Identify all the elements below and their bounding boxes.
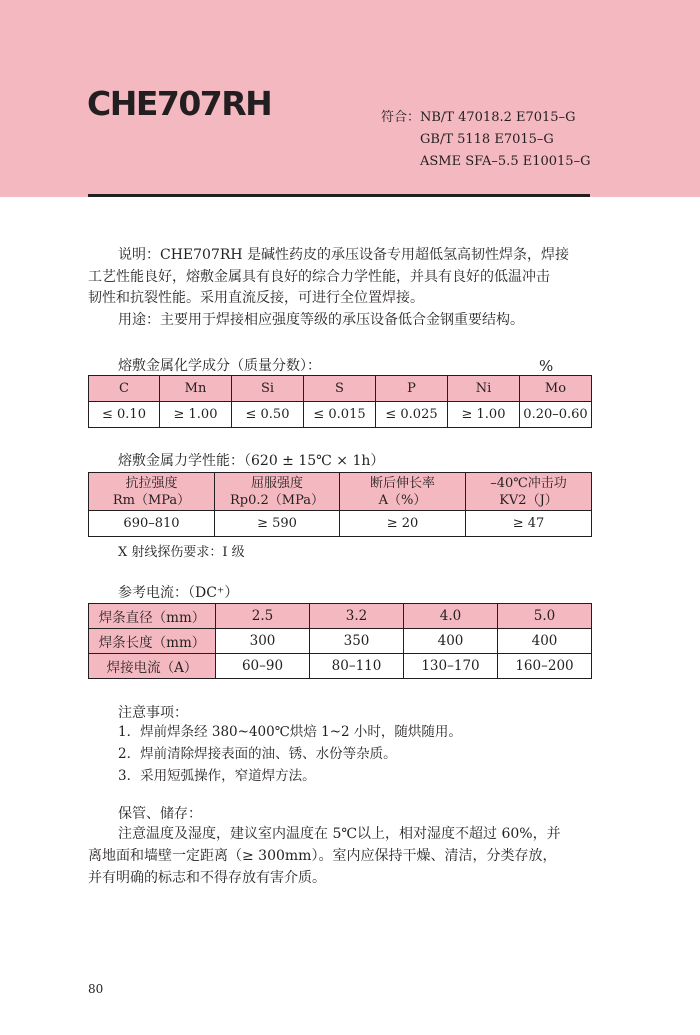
mechanical-table	[88, 472, 592, 537]
mechanical-value-row	[89, 511, 592, 537]
standard-nb: NB/T 47018.2 E7015–G	[420, 110, 576, 125]
current-table	[88, 603, 592, 679]
current-label-diameter: 焊条直径（mm）	[89, 604, 216, 629]
notes-list	[118, 721, 462, 787]
amperage-value: 60–90	[216, 654, 310, 679]
storage-title-text: 保管、储存	[118, 806, 188, 822]
elongation-label: 断后伸长率	[369, 475, 435, 491]
usage-label: 用途：	[118, 311, 160, 328]
length-value: 400	[498, 629, 592, 654]
chemical-title	[118, 355, 321, 375]
length-value: 350	[310, 629, 404, 654]
chemical-value-p: ≤ 0.025	[376, 402, 448, 428]
current-label-amperage: 焊接电流（A）	[89, 654, 216, 679]
chemical-header-mo: Mo	[520, 376, 592, 402]
product-code: CHE707RH	[87, 84, 272, 123]
usage-text: 主要用于焊接相应强度等级的承压设备低合金钢重要结构。	[160, 311, 524, 328]
storage-title-suffix: ：	[188, 806, 202, 822]
length-value: 400	[404, 629, 498, 654]
mechanical-title-suffix: ：（620 ± 15℃ × 1h）	[230, 453, 385, 469]
chemical-table	[88, 375, 592, 428]
mechanical-value-impact: ≥ 47	[466, 511, 592, 537]
note-item: 3．采用短弧操作，窄道焊方法。	[118, 768, 316, 784]
note-item: 1．焊前焊条经 380~400℃烘焙 1~2 小时，随烘随用。	[118, 724, 462, 740]
impact-unit: KV2（J）	[499, 492, 558, 508]
current-title	[118, 582, 238, 602]
note-item: 2．焊前清除焊接表面的油、锈、水份等杂质。	[118, 746, 397, 762]
current-row-diameter	[89, 604, 592, 629]
description-line-1: CHE707RH 是碱性药皮的承压设备专用超低氢高韧性焊条，焊接	[160, 247, 570, 263]
mechanical-header-impact	[466, 473, 592, 511]
description-label: 说明：	[118, 247, 160, 263]
chemical-header-ni: Ni	[448, 376, 520, 402]
chemical-value-mo: 0.20–0.60	[520, 402, 592, 428]
mechanical-title-text: 熔敷金属力学性能	[118, 453, 230, 469]
mechanical-header-tensile	[89, 473, 215, 511]
notes-title-suffix: ：	[174, 705, 188, 721]
chemical-header-c: C	[89, 376, 160, 402]
chemical-value-row	[89, 402, 592, 428]
current-title-suffix: ：（DC⁺）	[174, 585, 239, 601]
description-line-2: 工艺性能良好，熔敷金属具有良好的综合力学性能，并具有良好的低温冲击	[88, 268, 550, 285]
mechanical-value-yield: ≥ 590	[215, 511, 340, 537]
chemical-header-mn: Mn	[160, 376, 232, 402]
chemical-title-text: 熔敷金属化学成分	[118, 358, 230, 374]
header-rule	[88, 194, 590, 197]
chemical-header-row	[89, 376, 592, 402]
storage-title	[118, 803, 202, 823]
current-row-amperage	[89, 654, 592, 679]
amperage-value: 80–110	[310, 654, 404, 679]
chemical-value-s: ≤ 0.015	[304, 402, 376, 428]
storage-line: 并有明确的标志和不得存放有害介质。	[88, 870, 326, 886]
mechanical-title	[118, 450, 384, 470]
current-title-text: 参考电流	[118, 585, 174, 601]
diameter-value: 2.5	[216, 604, 310, 629]
mechanical-header-elongation	[340, 473, 466, 511]
standard-gb: GB/T 5118 E7015–G	[420, 132, 554, 147]
diameter-value: 5.0	[498, 604, 592, 629]
standard-asme: ASME SFA–5.5 E10015–G	[420, 154, 591, 169]
impact-label: –40℃冲击功	[490, 475, 567, 491]
chemical-value-ni: ≥ 1.00	[448, 402, 520, 428]
diameter-value: 4.0	[404, 604, 498, 629]
amperage-value: 130–170	[404, 654, 498, 679]
amperage-value: 160–200	[498, 654, 592, 679]
mechanical-value-elongation: ≥ 20	[340, 511, 466, 537]
mechanical-header-yield	[215, 473, 340, 511]
tensile-label: 抗拉强度	[125, 475, 178, 491]
chemical-value-c: ≤ 0.10	[89, 402, 160, 428]
storage-line: 注意温度及湿度，建议室内温度在 5℃以上，相对湿度不超过 60%，并	[118, 826, 561, 842]
standards-label: 符合：	[381, 110, 421, 125]
notes-title	[118, 702, 188, 722]
tensile-unit: Rm（MPa）	[112, 492, 191, 508]
yield-label: 屈服强度	[250, 475, 303, 491]
storage-text	[88, 823, 591, 889]
current-row-length	[89, 629, 592, 654]
chemical-unit: %	[539, 357, 554, 375]
storage-line: 离地面和墙壁一定距离（≥ 300mm）。室内应保持干燥、清洁，分类存放，	[88, 848, 557, 864]
page-number: 80	[88, 982, 104, 996]
yield-unit: Rp0.2（MPa）	[229, 492, 324, 508]
chemical-header-p: P	[376, 376, 448, 402]
description	[88, 245, 591, 331]
chemical-value-mn: ≥ 1.00	[160, 402, 232, 428]
diameter-value: 3.2	[310, 604, 404, 629]
current-label-length: 焊条长度（mm）	[89, 629, 216, 654]
notes-title-text: 注意事项	[118, 705, 174, 721]
mechanical-value-tensile: 690–810	[89, 511, 215, 537]
xray-note: X 射线探伤要求：I 级	[118, 545, 245, 560]
mechanical-header-row	[89, 473, 592, 511]
length-value: 300	[216, 629, 310, 654]
chemical-header-si: Si	[232, 376, 304, 402]
elongation-unit: A（%）	[378, 492, 427, 508]
description-line-3: 韧性和抗裂性能。采用直流反接，可进行全位置焊接。	[88, 290, 424, 306]
chemical-header-s: S	[304, 376, 376, 402]
chemical-value-si: ≤ 0.50	[232, 402, 304, 428]
chemical-title-suffix: （质量分数）：	[230, 358, 321, 374]
